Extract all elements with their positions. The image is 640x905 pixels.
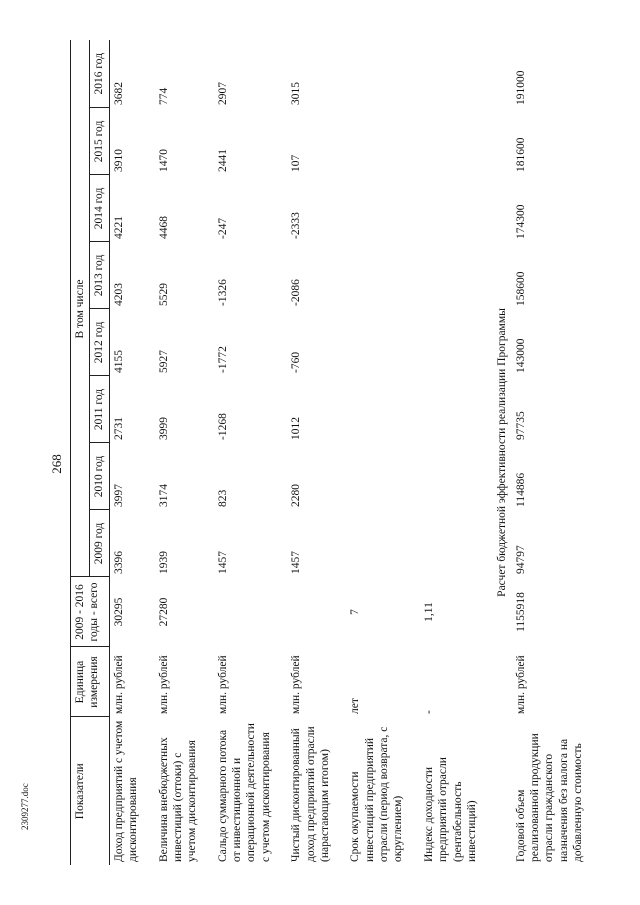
row-value: [420, 40, 494, 108]
footer-file-code: 2309277.doc: [20, 783, 30, 830]
row-name: Срок окупаемости инвестиций предприятий отрасли (период возврата, с округлением): [349, 726, 405, 862]
row-value: 3682: [112, 81, 125, 105]
row-value: 174300: [514, 204, 527, 239]
indicators-table: [70, 40, 600, 865]
row-value: 1457: [290, 551, 303, 574]
row-value: [420, 242, 494, 309]
row-total: 27280: [157, 597, 170, 627]
row-value: [420, 510, 494, 577]
row-name: Сальдо суммарного потока от инвестиционной и операционной деятельности с учетом дисконтирования: [216, 723, 272, 862]
row-value: [420, 309, 494, 376]
row-value: 97735: [514, 411, 527, 440]
table-row: [287, 40, 346, 865]
row-value: 3910: [112, 148, 125, 172]
row-value: [346, 108, 420, 175]
table-row: [346, 40, 420, 865]
row-value: -1772: [216, 346, 229, 373]
table-row: [155, 40, 214, 865]
row-value: [346, 510, 420, 577]
table-row: [420, 40, 494, 865]
row-value: [420, 175, 494, 242]
row-value: 4221: [112, 215, 125, 239]
row-value: [346, 175, 420, 242]
table-row: [214, 40, 288, 865]
row-value: 181600: [514, 137, 527, 172]
row-total: 30295: [112, 597, 125, 627]
row-value: 3396: [112, 551, 125, 574]
header-year: 2011 год: [90, 376, 109, 443]
row-value: 4155: [112, 349, 125, 373]
row-value: 1939: [157, 551, 170, 574]
row-value: -1268: [216, 413, 229, 440]
row-value: 2441: [216, 148, 229, 172]
row-value: [346, 242, 420, 309]
row-name: Величина внебюджетных инвестиций (оттоки) с учетом дисконтирования: [157, 737, 199, 862]
row-total: 7: [349, 609, 362, 615]
header-unit: Единица измерения: [71, 647, 110, 717]
row-value: 3015: [290, 81, 303, 105]
row-value: 158600: [514, 271, 527, 306]
row-value: 3999: [157, 417, 170, 440]
row-value: 1012: [290, 417, 303, 440]
header-year: 2016 год: [90, 40, 109, 108]
row-unit: млн. рублей: [290, 655, 303, 714]
row-value: [420, 376, 494, 443]
row-value: 2280: [290, 484, 303, 507]
header-spacer-right: [71, 40, 90, 242]
row-name: Доход предприятий с учетом дисконтирования: [112, 720, 140, 862]
header-indicator: Показатели: [71, 717, 110, 865]
header-year: 2015 год: [90, 108, 109, 175]
rotated-table-frame: [70, 40, 610, 865]
row-value: [346, 443, 420, 510]
row-name: Индекс доходности предприятий отрасли (рентабельность инвестиций): [422, 757, 478, 862]
table-row: [109, 40, 154, 865]
row-unit: лет: [349, 698, 362, 714]
header-year: 2013 год: [90, 242, 109, 309]
page-number: 268: [49, 454, 64, 474]
row-value: 823: [216, 489, 229, 507]
row-value: [346, 376, 420, 443]
header-total: 2009 - 2016 годы - всего: [71, 577, 110, 647]
row-value: 4468: [157, 215, 170, 239]
row-name: Чистый дисконтированный доход предприятий отрасли (нарастающим итогом): [290, 726, 331, 862]
header-year: 2009 год: [90, 510, 109, 577]
header-including: В том числе: [71, 242, 90, 376]
row-total: 1155918: [514, 592, 527, 632]
row-value: 4203: [112, 282, 125, 306]
header-year: 2012 год: [90, 309, 109, 376]
row-total: 1,11: [422, 602, 435, 622]
row-name: Годовой объем реализованной продукции отрасли гражданского назначения без налога на добавленную стоимость: [514, 733, 585, 862]
row-unit: млн. рублей: [514, 655, 527, 714]
row-value: -247: [216, 217, 229, 239]
row-unit: млн. рублей: [112, 655, 125, 714]
row-total: [214, 577, 288, 647]
row-value: 114886: [514, 472, 527, 507]
section-caption: Расчет бюджетной эффективности реализации Программы: [496, 308, 509, 597]
row-value: 5927: [157, 349, 170, 373]
table-row: [512, 40, 600, 865]
row-unit: млн. рублей: [157, 655, 170, 714]
header-year: 2010 год: [90, 443, 109, 510]
row-value: [420, 108, 494, 175]
row-value: 143000: [514, 338, 527, 373]
row-unit: млн. рублей: [216, 655, 229, 714]
row-total: [287, 577, 346, 647]
row-value: -2086: [290, 279, 303, 306]
row-value: -2333: [290, 212, 303, 239]
row-value: 1470: [157, 148, 170, 172]
row-unit: -: [422, 710, 435, 714]
row-value: -1326: [216, 279, 229, 306]
row-value: 94797: [514, 545, 527, 574]
row-value: 5529: [157, 282, 170, 306]
row-value: [420, 443, 494, 510]
row-value: 2731: [112, 417, 125, 440]
row-value: -760: [290, 351, 303, 373]
row-value: 1457: [216, 551, 229, 574]
row-value: [346, 40, 420, 108]
row-value: 191000: [514, 70, 527, 105]
header-year: 2014 год: [90, 175, 109, 242]
row-value: [346, 309, 420, 376]
row-value: 774: [157, 87, 170, 105]
header-spacer: [71, 376, 90, 577]
row-value: 107: [290, 154, 303, 172]
row-value: 2907: [216, 81, 229, 105]
row-value: 3174: [157, 484, 170, 507]
row-value: 3997: [112, 484, 125, 507]
